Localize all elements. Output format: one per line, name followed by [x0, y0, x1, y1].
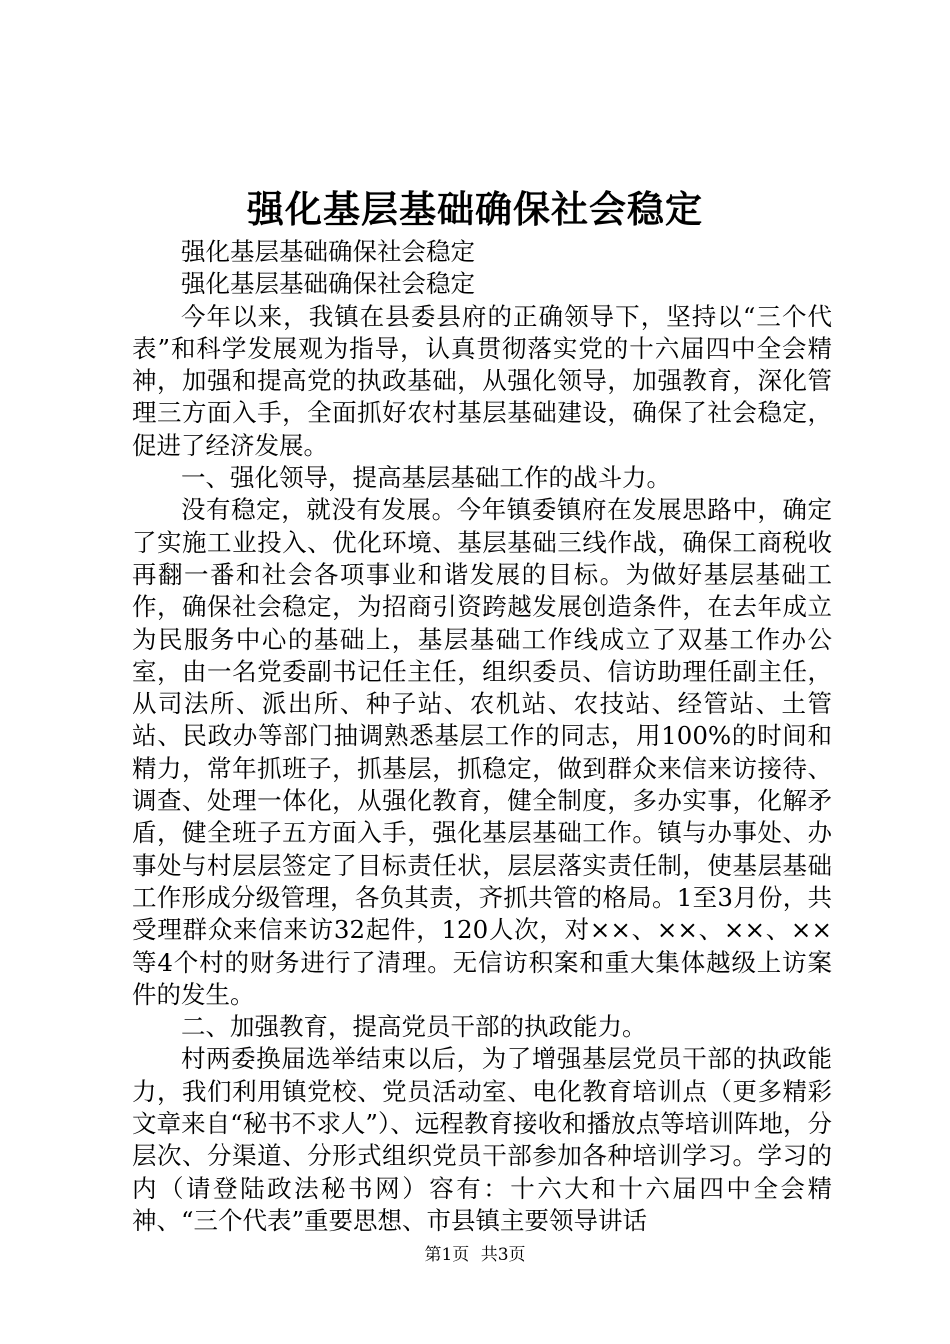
document-title: 强化基层基础确保社会稳定 — [247, 187, 703, 231]
section-heading-2: 二、加强教育，提高党员干部的执政能力。 — [181, 1012, 647, 1042]
section-heading-1: 一、强化领导，提高基层基础工作的战斗力。 — [181, 463, 671, 493]
paragraph-section-2: 村两委换届选举结束以后，为了增强基层党员干部的执政能力，我们利用镇党校、党员活动室、电化教育培训点（更多精彩文章来自“秘书不求人”）、远程教育接收和播放点等培训阵地，分层次、分渠道、分形式组织党员干部参加各种培训学习。学习的内（请登陆政法秘书网）容有：十六大和十六届四中全会精神、“三个代表”重要思想、市县镇主要领导讲话 — [132, 1044, 832, 1235]
paragraph-subtitle-2: 强化基层基础确保社会稳定 — [181, 269, 475, 299]
document-body — [132, 236, 832, 1237]
page-number: 第1页 — [424, 1245, 470, 1265]
paragraph-intro: 今年以来，我镇在县委县府的正确领导下，坚持以“三个代表”和科学发展观为指导，认真贯彻落实党的十六届四中全会精神，加强和提高党的执政基础，从强化领导，加强教育，深化管理三方面入手，全面抓好农村基层基础建设，确保了社会稳定，促进了经济发展。 — [132, 301, 832, 460]
paragraph-subtitle-1: 强化基层基础确保社会稳定 — [181, 237, 475, 266]
page-footer — [0, 1243, 950, 1267]
paragraph-section-1: 没有稳定，就没有发展。今年镇委镇府在发展思路中，确定了实施工业投入、优化环境、基层基础三线作战，确保工商税收再翻一番和社会各项事业和谐发展的目标。为做好基层基础工作，确保社会稳定，为招商引资跨越发展创造条件，在去年成立为民服务中心的基础上，基层基础工作线成立了双基工作办公室，由一名党委副书记任主任，组织委员、信访助理任副主任，从司法所、派出所、种子站、农机站、农技站、经管站、土管站、民政办等部门抽调熟悉基层工作的同志，用100%的时间和精力，常年抓班子，抓基层，抓稳定，做到群众来信来访接待、调查、处理一体化，从强化教育，健全制度，多办实事，化解矛盾，健全班子五方面入手，强化基层基础工作。镇与办事处、办事处与村层层签定了目标责任状，层层落实责任制，使基层基础工作形成分级管理，各负其责，齐抓共管的格局。1至3月份，共受理群众来信来访32起件，120人次，对××、××、××、××等4个村的财务进行了清理。无信访积案和重大集体越级上访案件的发生。 — [132, 495, 832, 1009]
page-total: 共3页 — [480, 1245, 526, 1265]
